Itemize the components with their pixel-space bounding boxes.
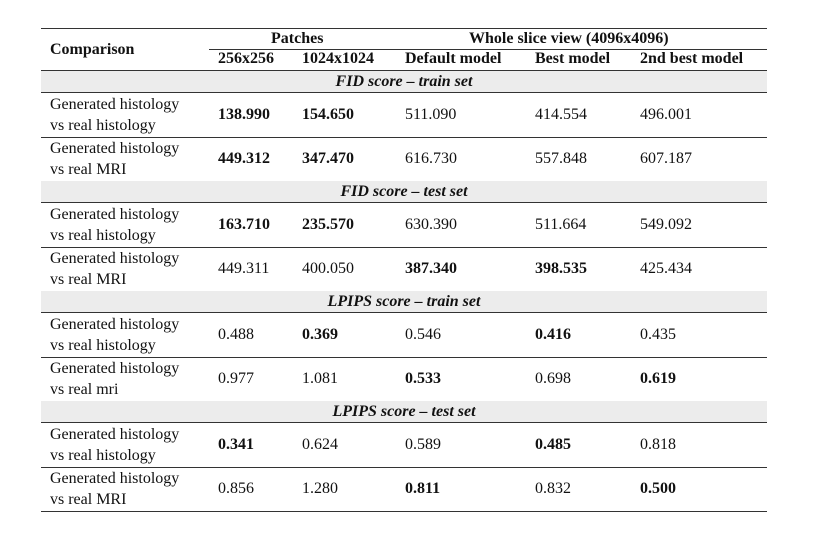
table-cell: 425.434	[640, 260, 692, 277]
table-cell: 0.619	[640, 370, 676, 387]
table-cell: 138.990	[218, 106, 270, 123]
header-comparison: Comparison	[50, 41, 135, 58]
table-cell: 0.818	[640, 436, 676, 453]
section-rule	[41, 92, 767, 93]
section-title: FID score – train set	[41, 71, 767, 92]
table-cell: 0.485	[535, 436, 571, 453]
table-cell: 414.554	[535, 106, 587, 123]
table-cell: 496.001	[640, 106, 692, 123]
table-cell: 511.664	[535, 216, 587, 233]
section-rule	[41, 422, 767, 423]
header-col-default: Default model	[405, 50, 502, 67]
row-label-line2: vs real mri	[50, 381, 119, 398]
table-cell: 235.570	[302, 216, 354, 233]
table-cell: 0.341	[218, 436, 254, 453]
table-cell: 449.311	[218, 260, 270, 277]
row-label-line1: Generated histology	[50, 206, 180, 223]
table-cell: 154.650	[302, 106, 354, 123]
row-label-line2: vs real MRI	[50, 161, 127, 178]
table-cell: 0.698	[535, 370, 571, 387]
table-cell: 0.546	[405, 326, 441, 343]
row-label-line1: Generated histology	[50, 360, 180, 377]
table-cell: 398.535	[535, 260, 587, 277]
row-label-line1: Generated histology	[50, 316, 180, 333]
header-col-best: Best model	[535, 50, 611, 67]
row-label-line2: vs real histology	[50, 447, 156, 464]
table-cell: 0.977	[218, 370, 254, 387]
table-cell: 0.624	[302, 436, 338, 453]
table-cell: 0.856	[218, 480, 254, 497]
table-cell: 0.533	[405, 370, 441, 387]
header-col-1024: 1024x1024	[302, 50, 374, 67]
row-label-line1: Generated histology	[50, 470, 180, 487]
table-cell: 0.416	[535, 326, 571, 343]
section-rule	[41, 202, 767, 203]
header-patches: Patches	[271, 30, 324, 47]
row-label-line1: Generated histology	[50, 140, 180, 157]
table-cell: 0.435	[640, 326, 676, 343]
table-cell: 347.470	[302, 150, 354, 167]
table-cell: 630.390	[405, 216, 457, 233]
row-label-line2: vs real MRI	[50, 491, 127, 508]
section-title: FID score – test set	[41, 181, 767, 202]
table-cell: 449.312	[218, 150, 270, 167]
table-cell: 0.832	[535, 480, 571, 497]
table-cell: 557.848	[535, 150, 587, 167]
section-title: LPIPS score – train set	[41, 291, 767, 312]
table-cell: 387.340	[405, 260, 457, 277]
table-cell: 607.187	[640, 150, 692, 167]
table-cell: 549.092	[640, 216, 692, 233]
header-whole-slice: Whole slice view (4096x4096)	[469, 30, 669, 47]
row-label-line1: Generated histology	[50, 426, 180, 443]
row-label-line1: Generated histology	[50, 250, 180, 267]
row-label-line2: vs real histology	[50, 227, 156, 244]
table-cell: 0.589	[405, 436, 441, 453]
table-cell: 0.811	[405, 480, 441, 497]
table-cell: 1.280	[302, 480, 338, 497]
section-rule	[41, 312, 767, 313]
table-cell: 1.081	[302, 370, 338, 387]
row-rule	[41, 511, 767, 512]
table-cell: 0.500	[640, 480, 676, 497]
row-label-line2: vs real histology	[50, 117, 156, 134]
table-cell: 511.090	[405, 106, 457, 123]
table-cell: 0.369	[302, 326, 338, 343]
table-cell: 0.488	[218, 326, 254, 343]
row-label-line2: vs real MRI	[50, 271, 127, 288]
row-label-line2: vs real histology	[50, 337, 156, 354]
table-cell: 400.050	[302, 260, 354, 277]
header-col-256: 256x256	[218, 50, 274, 67]
table-cell: 616.730	[405, 150, 457, 167]
header-col-2nd-best: 2nd best model	[640, 50, 744, 67]
row-label-line1: Generated histology	[50, 96, 180, 113]
table-cell: 163.710	[218, 216, 270, 233]
section-title: LPIPS score – test set	[41, 401, 767, 422]
